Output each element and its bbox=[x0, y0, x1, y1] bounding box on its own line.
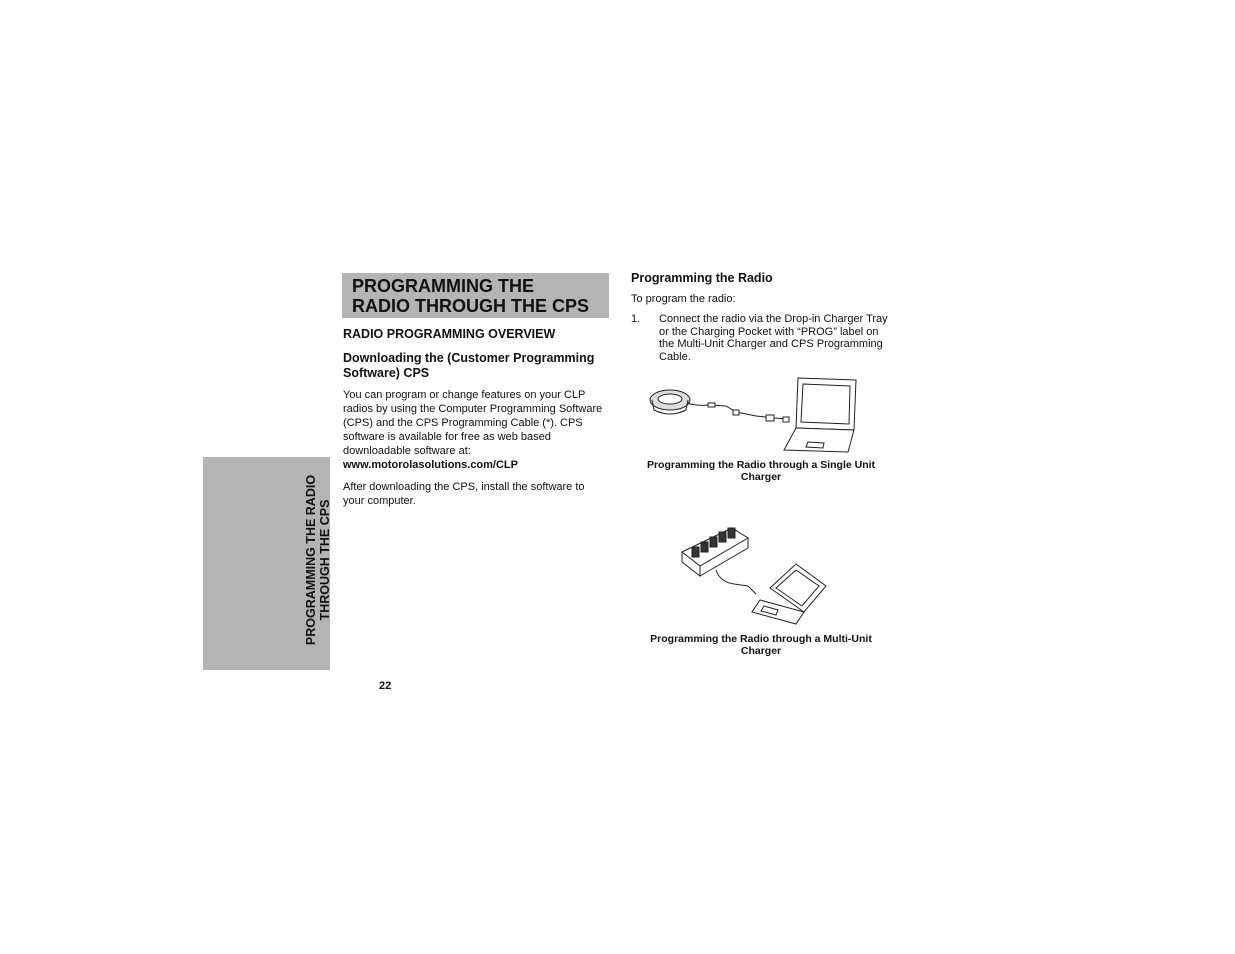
chapter-title: PROGRAMMING THE RADIO THROUGH THE CPS bbox=[352, 276, 590, 316]
single-unit-charger-laptop-illustration bbox=[648, 372, 864, 456]
chapter-title-box bbox=[342, 273, 609, 318]
install-paragraph: After downloading the CPS, install the software to your computer. bbox=[343, 481, 585, 507]
programming-intro: To program the radio: bbox=[631, 293, 736, 305]
figure-caption-multi: Programming the Radio through a Multi-Unit Charger bbox=[650, 633, 872, 657]
subsection-heading: Downloading the (Customer Programming Software) CPS bbox=[343, 351, 595, 380]
step-number: 1. bbox=[631, 313, 641, 325]
multi-unit-charger-laptop-illustration bbox=[676, 520, 831, 632]
side-tab-label: PROGRAMMING THE RADIO THROUGH THE CPS bbox=[304, 474, 332, 646]
step-text: Connect the radio via the Drop-in Charger Tray or the Charging Pocket with “PROG” label on the Multi-Unit Charger and CPS Programming Cable. bbox=[659, 313, 888, 364]
figure-caption-single: Programming the Radio through a Single Unit Charger bbox=[646, 459, 876, 483]
section-heading: RADIO PROGRAMMING OVERVIEW bbox=[343, 327, 556, 341]
page-number: 22 bbox=[379, 680, 392, 692]
website-url[interactable]: www.motorolasolutions.com/CLP bbox=[343, 459, 518, 471]
intro-paragraph: You can program or change features on your CLP radios by using the Computer Programming Software (CPS) and the CPS Programming Cable (*). CPS software is available for free as web based downloadable software at: www.motorolasolutions.com/CLP bbox=[343, 388, 605, 472]
programming-heading: Programming the Radio bbox=[631, 271, 773, 285]
